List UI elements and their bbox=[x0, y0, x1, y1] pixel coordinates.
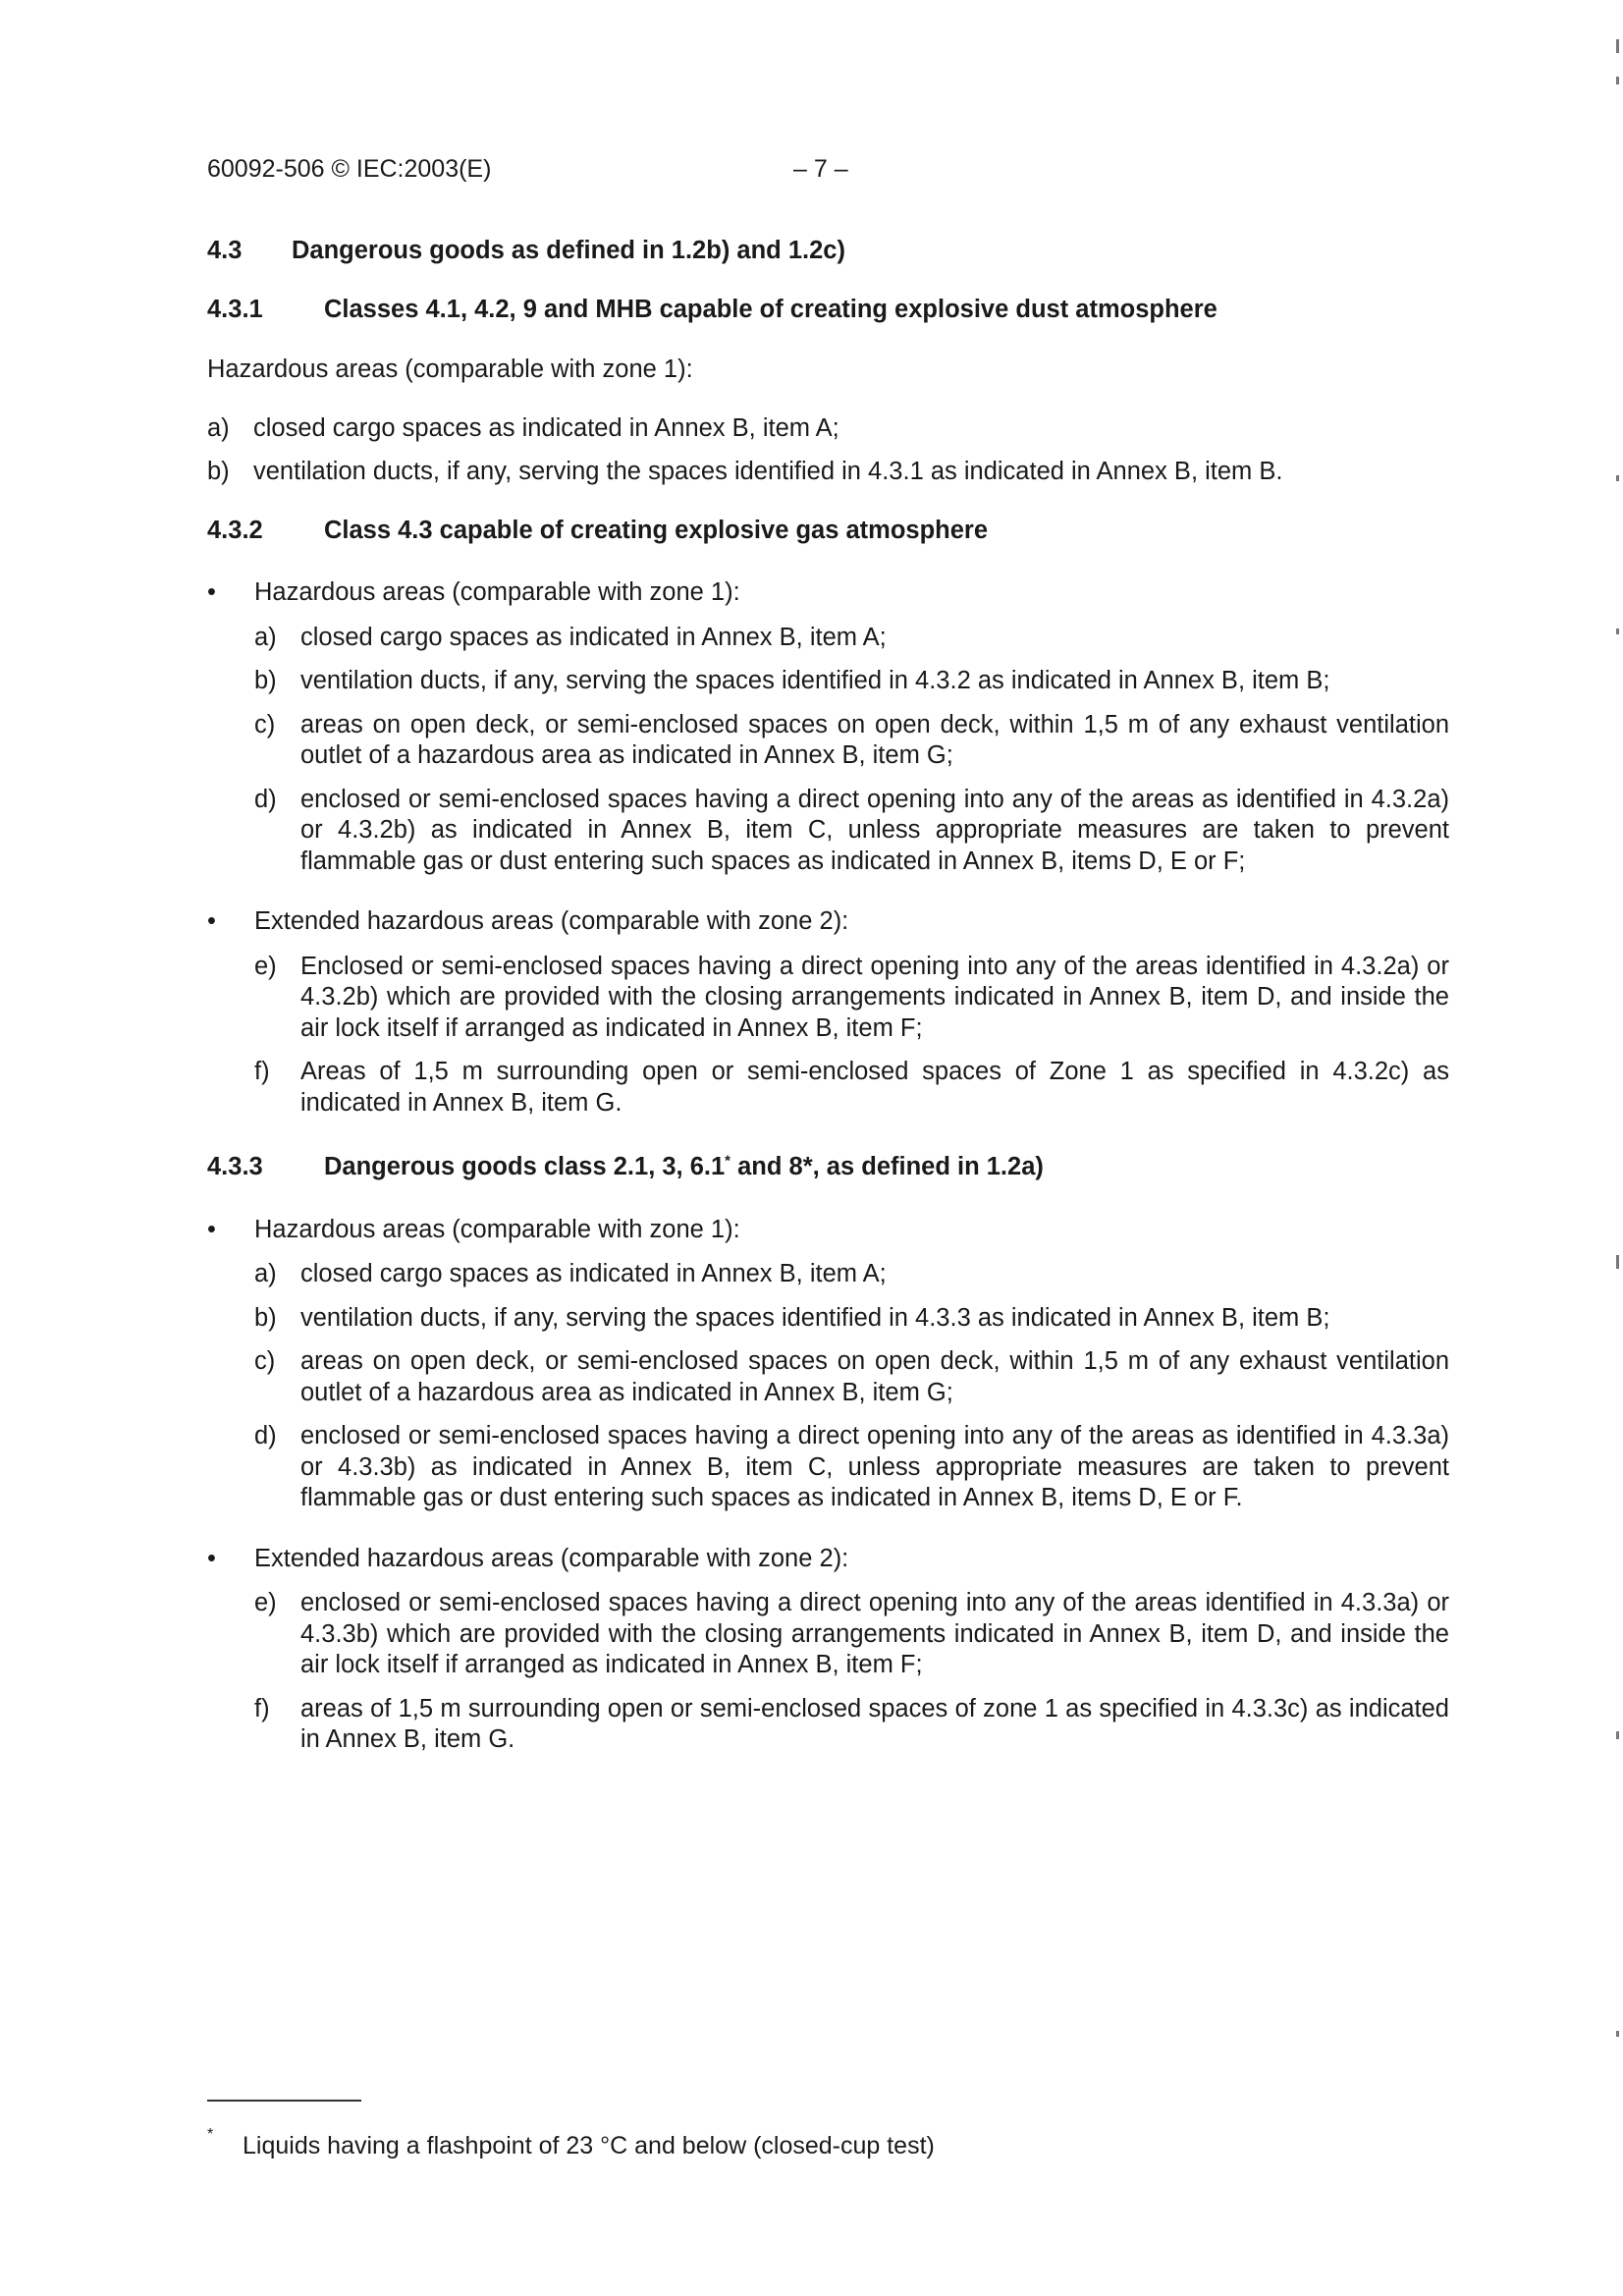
bullet-icon: • bbox=[207, 578, 216, 606]
item-text: enclosed or semi-enclosed spaces having a direct opening into any of the areas identified in 4.3.3a) or 4.3.3b) which are provided with the closing arrangements indicated in Annex B, item D, and inside the air lock itself if arranged as indicated in Annex B, item F; bbox=[300, 1589, 1449, 1678]
item-label: a) bbox=[207, 413, 230, 442]
list-item bbox=[254, 785, 1449, 878]
section-number: 4.3 bbox=[207, 237, 243, 264]
list-item bbox=[254, 1588, 1449, 1681]
section-heading-4-3-3 bbox=[207, 1152, 1449, 1183]
item-text: Enclosed or semi-enclosed spaces having a direct opening into any of the areas identified in 4.3.2a) or 4.3.2b) which are provided with the closing arrangements indicated in Annex B, item D, and inside the air lock itself if arranged as indicated in Annex B, item F; bbox=[300, 952, 1449, 1042]
bullet-icon: • bbox=[207, 1544, 216, 1572]
item-label: e) bbox=[254, 952, 277, 980]
scan-edge-mark bbox=[1616, 2031, 1619, 2037]
bullet-text: Hazardous areas (comparable with zone 1): bbox=[254, 1215, 740, 1243]
list-item bbox=[207, 457, 1449, 488]
item-text: enclosed or semi-enclosed spaces having a direct opening into any of the areas as identified in 4.3.2a) or 4.3.2b) as indicated in Annex B, item C, unless appropriate measures are taken to prevent flammable gas or dust entering such spaces as indicated in Annex B, items D, E or F; bbox=[300, 785, 1449, 875]
list-item bbox=[207, 413, 1449, 445]
item-label: e) bbox=[254, 1589, 277, 1616]
section-title: Classes 4.1, 4.2, 9 and MHB capable of creating explosive dust atmosphere bbox=[324, 295, 1217, 323]
list-item bbox=[254, 1694, 1449, 1756]
bullet-item bbox=[207, 1544, 1449, 1575]
section-title: Dangerous goods as defined in 1.2b) and 1.2c) bbox=[292, 237, 845, 264]
item-list bbox=[207, 413, 1449, 488]
list-item bbox=[254, 1421, 1449, 1514]
item-text: ventilation ducts, if any, serving the spaces identified in 4.3.1 as indicated in Annex B, item B. bbox=[253, 458, 1283, 485]
bullet-item bbox=[207, 1215, 1449, 1246]
intro-text: Hazardous areas (comparable with zone 1): bbox=[207, 355, 693, 383]
item-text: Areas of 1,5 m surrounding open or semi-enclosed spaces of Zone 1 as specified in 4.3.2c) as indicated in Annex B, item G. bbox=[300, 1058, 1449, 1117]
list-item bbox=[254, 710, 1449, 772]
list-item bbox=[254, 1259, 1449, 1290]
bullet-icon: • bbox=[207, 1215, 216, 1243]
bullet-item bbox=[207, 577, 1449, 609]
item-list bbox=[254, 952, 1449, 1120]
title-part: Dangerous goods class 2.1, 3, 6.1 bbox=[324, 1153, 726, 1180]
item-label: c) bbox=[254, 1347, 276, 1375]
section-number: 4.3.2 bbox=[207, 516, 263, 544]
list-item bbox=[254, 666, 1449, 697]
item-text: areas on open deck, or semi-enclosed spaces on open deck, within 1,5 m of any exhaust ventilation outlet of a hazardous area as indicated in Annex B, item G; bbox=[300, 710, 1449, 769]
footnote-mark: * bbox=[207, 2126, 214, 2143]
section-heading-4-3 bbox=[207, 236, 1449, 267]
document-body bbox=[207, 236, 1449, 1756]
item-text: areas of 1,5 m surrounding open or semi-enclosed spaces of zone 1 as specified in 4.3.3c) as indicated in Annex B, item G. bbox=[300, 1694, 1449, 1753]
item-text: enclosed or semi-enclosed spaces having a direct opening into any of the areas as identified in 4.3.3a) or 4.3.3b) as indicated in Annex B, item C, unless appropriate measures are taken to prevent flammable gas or dust entering such spaces as indicated in Annex B, items D, E or F. bbox=[300, 1422, 1449, 1511]
section-title bbox=[324, 1152, 1044, 1183]
item-label: f) bbox=[254, 1058, 270, 1085]
section-title: Class 4.3 capable of creating explosive gas atmosphere bbox=[324, 516, 989, 544]
footnote-separator bbox=[207, 2100, 361, 2102]
item-list bbox=[254, 623, 1449, 878]
page-number: – 7 – bbox=[793, 155, 848, 183]
bullet-item bbox=[207, 906, 1449, 938]
item-text: closed cargo spaces as indicated in Annex B, item A; bbox=[300, 1260, 887, 1287]
list-item bbox=[254, 1346, 1449, 1408]
bullet-icon: • bbox=[207, 907, 216, 935]
section-number: 4.3.3 bbox=[207, 1153, 263, 1180]
section-heading-4-3-1 bbox=[207, 295, 1449, 326]
item-label: a) bbox=[254, 623, 277, 651]
list-item bbox=[254, 623, 1449, 654]
footnote bbox=[207, 2126, 935, 2160]
list-item bbox=[254, 1303, 1449, 1335]
item-label: b) bbox=[254, 667, 277, 694]
scan-edge-mark bbox=[1616, 1731, 1619, 1739]
scan-edge-mark bbox=[1616, 1255, 1619, 1269]
scan-edge-mark bbox=[1616, 39, 1619, 53]
item-text: ventilation ducts, if any, serving the spaces identified in 4.3.3 as indicated in Annex B, item B; bbox=[300, 1303, 1330, 1332]
item-text: areas on open deck, or semi-enclosed spaces on open deck, within 1,5 m of any exhaust ventilation outlet of a hazardous area as indicated in Annex B, item G; bbox=[300, 1347, 1449, 1406]
bullet-text: Extended hazardous areas (comparable with zone 2): bbox=[254, 1544, 849, 1572]
scan-edge-mark bbox=[1616, 629, 1619, 634]
footnote-text: Liquids having a flashpoint of 23 °C and below (closed-cup test) bbox=[243, 2132, 935, 2159]
item-list bbox=[254, 1588, 1449, 1756]
item-label: b) bbox=[207, 458, 230, 485]
scan-edge-mark bbox=[1616, 77, 1619, 84]
item-list bbox=[254, 1259, 1449, 1514]
item-text: closed cargo spaces as indicated in Annex B, item A; bbox=[300, 623, 887, 651]
item-label: f) bbox=[254, 1694, 270, 1722]
item-label: b) bbox=[254, 1303, 277, 1332]
item-text: closed cargo spaces as indicated in Annex B, item A; bbox=[253, 413, 839, 442]
scan-edge-mark bbox=[1616, 475, 1619, 481]
item-label: c) bbox=[254, 710, 276, 738]
bullet-text: Extended hazardous areas (comparable with zone 2): bbox=[254, 907, 849, 935]
item-label: a) bbox=[254, 1260, 277, 1287]
title-part: and 8*, as defined in 1.2a) bbox=[730, 1153, 1044, 1180]
list-item bbox=[254, 1057, 1449, 1119]
running-header: 60092-506 © IEC:2003(E) bbox=[207, 155, 492, 183]
section-number: 4.3.1 bbox=[207, 295, 263, 323]
list-item bbox=[254, 952, 1449, 1045]
item-label: d) bbox=[254, 1422, 277, 1449]
bullet-text: Hazardous areas (comparable with zone 1): bbox=[254, 578, 740, 606]
item-label: d) bbox=[254, 785, 277, 813]
footnote-reference: * bbox=[725, 1152, 731, 1170]
section-heading-4-3-2 bbox=[207, 516, 1449, 547]
item-text: ventilation ducts, if any, serving the spaces identified in 4.3.2 as indicated in Annex B, item B; bbox=[300, 667, 1330, 694]
